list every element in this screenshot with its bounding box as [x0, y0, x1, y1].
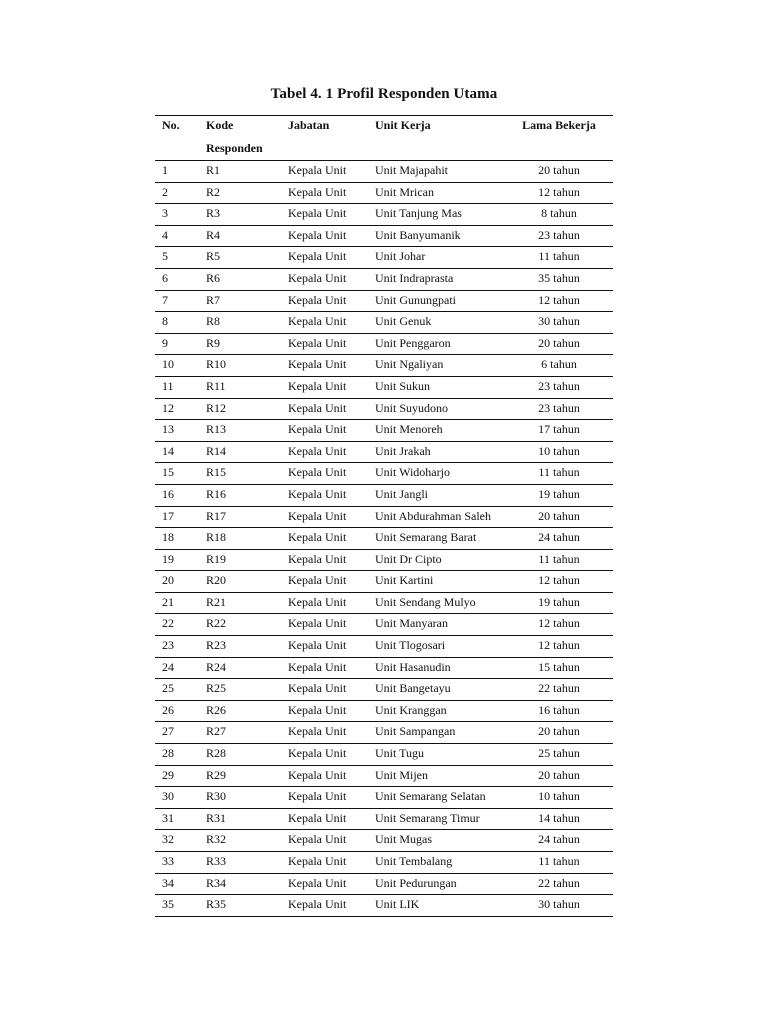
cell-lama-bekerja: 20 tahun: [538, 508, 580, 523]
cell-unit-kerja: Unit Penggaron: [375, 335, 451, 350]
header-no: No.: [155, 116, 206, 161]
cell-unit-kerja: Unit Menoreh: [375, 422, 443, 437]
table-row: [155, 528, 613, 550]
cell-kode: R22: [206, 616, 227, 631]
cell-no: 4: [162, 227, 168, 242]
cell-jabatan: Kepala Unit: [288, 616, 347, 631]
cell-lama-bekerja: 24 tahun: [538, 530, 580, 545]
cell-kode: R12: [206, 400, 227, 415]
table-row: [155, 636, 613, 658]
cell-jabatan: Kepala Unit: [288, 465, 347, 480]
cell-no: 16: [162, 486, 174, 501]
cell-kode: R14: [206, 443, 227, 458]
table-row: [155, 614, 613, 636]
cell-unit-kerja: Unit Majapahit: [375, 163, 448, 177]
cell-kode: R31: [206, 810, 227, 825]
table-row: [155, 506, 613, 528]
table-row: [155, 744, 613, 766]
cell-no: 31: [162, 810, 174, 825]
cell-unit-kerja: Unit Semarang Timur: [375, 810, 480, 825]
cell-jabatan: Kepala Unit: [288, 357, 347, 372]
cell-jabatan: Kepala Unit: [288, 443, 347, 458]
cell-kode: R5: [206, 249, 221, 264]
cell-kode: R34: [206, 875, 227, 890]
cell-unit-kerja: Unit Jangli: [375, 486, 428, 501]
cell-jabatan: Kepala Unit: [288, 400, 347, 415]
cell-lama-bekerja: 23 tahun: [538, 227, 580, 242]
cell-unit-kerja: Unit Tlogosari: [375, 638, 446, 653]
cell-lama-bekerja: 20 tahun: [538, 163, 580, 177]
cell-kode: R24: [206, 659, 227, 674]
cell-no: 12: [162, 400, 174, 415]
cell-no: 28: [162, 746, 174, 761]
cell-lama-bekerja: 12 tahun: [538, 573, 580, 588]
table-row: [155, 657, 613, 679]
cell-lama-bekerja: 17 tahun: [538, 422, 580, 437]
cell-jabatan: Kepala Unit: [288, 659, 347, 674]
cell-no: 27: [162, 724, 174, 739]
cell-jabatan: Kepala Unit: [288, 573, 347, 588]
cell-no: 26: [162, 702, 174, 717]
cell-no: 17: [162, 508, 174, 523]
cell-lama-bekerja: 23 tahun: [538, 400, 580, 415]
cell-jabatan: Kepala Unit: [288, 270, 347, 285]
cell-lama-bekerja: 24 tahun: [538, 832, 580, 847]
table-row: [155, 722, 613, 744]
table-row: [155, 571, 613, 593]
cell-jabatan: Kepala Unit: [288, 767, 347, 782]
cell-kode: R32: [206, 832, 227, 847]
cell-kode: R7: [206, 292, 221, 307]
cell-no: 30: [162, 789, 174, 804]
cell-jabatan: Kepala Unit: [288, 249, 347, 264]
cell-kode: R9: [206, 335, 221, 350]
cell-no: 15: [162, 465, 174, 480]
cell-unit-kerja: Unit Kranggan: [375, 702, 447, 717]
cell-lama-bekerja: 30 tahun: [538, 314, 580, 329]
cell-kode: R26: [206, 702, 227, 717]
header-kode: [206, 116, 288, 161]
cell-lama-bekerja: 8 tahun: [541, 206, 577, 221]
cell-lama-bekerja: 10 tahun: [538, 443, 580, 458]
cell-no: 2: [162, 184, 168, 199]
cell-jabatan: Kepala Unit: [288, 314, 347, 329]
cell-lama-bekerja: 11 tahun: [538, 465, 580, 480]
cell-kode: R21: [206, 594, 227, 609]
cell-unit-kerja: Unit Bangetayu: [375, 681, 451, 696]
cell-unit-kerja: Unit Genuk: [375, 314, 432, 329]
cell-unit-kerja: Unit Kartini: [375, 573, 434, 588]
cell-kode: R3: [206, 206, 221, 221]
cell-unit-kerja: Unit Semarang Barat: [375, 530, 477, 545]
cell-jabatan: Kepala Unit: [288, 422, 347, 437]
cell-no: 34: [162, 875, 174, 890]
cell-jabatan: Kepala Unit: [288, 724, 347, 739]
cell-kode: R28: [206, 746, 227, 761]
table-row: [155, 268, 613, 290]
table-row: [155, 398, 613, 420]
table-row: [155, 225, 613, 247]
table-row: [155, 333, 613, 355]
table-row: [155, 376, 613, 398]
table-row: [155, 420, 613, 442]
cell-kode: R19: [206, 551, 227, 566]
cell-lama-bekerja: 20 tahun: [538, 335, 580, 350]
cell-jabatan: Kepala Unit: [288, 875, 347, 890]
cell-kode: R1: [206, 163, 221, 177]
cell-lama-bekerja: 35 tahun: [538, 270, 580, 285]
cell-jabatan: Kepala Unit: [288, 594, 347, 609]
cell-lama-bekerja: 20 tahun: [538, 724, 580, 739]
table-row: [155, 204, 613, 226]
cell-unit-kerja: Unit Jrakah: [375, 443, 431, 458]
cell-no: 10: [162, 357, 174, 372]
cell-unit-kerja: Unit Sendang Mulyo: [375, 594, 476, 609]
table-row: [155, 895, 613, 917]
table-row: [155, 765, 613, 787]
cell-no: 19: [162, 551, 174, 566]
header-kode-line2: Responden: [206, 141, 263, 155]
table-row: [155, 852, 613, 874]
cell-no: 1: [162, 163, 168, 177]
table-row: [155, 484, 613, 506]
cell-kode: R23: [206, 638, 227, 653]
cell-no: 29: [162, 767, 174, 782]
cell-jabatan: Kepala Unit: [288, 897, 347, 912]
cell-kode: R10: [206, 357, 227, 372]
cell-lama-bekerja: 12 tahun: [538, 616, 580, 631]
table-row: [155, 830, 613, 852]
cell-no: 11: [162, 378, 174, 393]
table-row: [155, 808, 613, 830]
cell-kode: R11: [206, 378, 226, 393]
cell-no: 13: [162, 422, 174, 437]
cell-no: 8: [162, 314, 168, 329]
cell-unit-kerja: Unit Indraprasta: [375, 270, 454, 285]
table-row: [155, 679, 613, 701]
cell-lama-bekerja: 16 tahun: [538, 702, 580, 717]
table-row: [155, 441, 613, 463]
cell-lama-bekerja: 19 tahun: [538, 486, 580, 501]
cell-jabatan: Kepala Unit: [288, 378, 347, 393]
cell-unit-kerja: Unit Mrican: [375, 184, 434, 199]
cell-jabatan: Kepala Unit: [288, 681, 347, 696]
cell-kode: R15: [206, 465, 227, 480]
header-unit-kerja: Unit Kerja: [375, 116, 505, 161]
cell-no: 7: [162, 292, 168, 307]
cell-no: 24: [162, 659, 174, 674]
header-jabatan: Jabatan: [288, 116, 375, 161]
cell-no: 21: [162, 594, 174, 609]
table-row: [155, 700, 613, 722]
cell-kode: R33: [206, 854, 227, 868]
table-row: [155, 549, 613, 571]
cell-lama-bekerja: 6 tahun: [541, 357, 577, 372]
table-row: [155, 312, 613, 334]
table-row: [155, 463, 613, 485]
cell-no: 35: [162, 897, 174, 912]
respondent-profile-table: [155, 115, 613, 917]
cell-kode: R27: [206, 724, 227, 739]
cell-lama-bekerja: 10 tahun: [538, 789, 580, 804]
cell-no: 20: [162, 573, 174, 588]
cell-jabatan: Kepala Unit: [288, 638, 347, 653]
cell-unit-kerja: Unit Banyumanik: [375, 227, 461, 242]
cell-lama-bekerja: 12 tahun: [538, 184, 580, 199]
table-row: [155, 592, 613, 614]
table-row: [155, 355, 613, 377]
cell-unit-kerja: Unit Sampangan: [375, 724, 456, 739]
cell-unit-kerja: Unit Tembalang: [375, 854, 453, 868]
cell-kode: R13: [206, 422, 227, 437]
cell-lama-bekerja: 11 tahun: [538, 249, 580, 264]
cell-jabatan: Kepala Unit: [288, 184, 347, 199]
cell-kode: R8: [206, 314, 221, 329]
cell-no: 14: [162, 443, 174, 458]
table-body: [155, 161, 613, 917]
cell-jabatan: Kepala Unit: [288, 702, 347, 717]
cell-kode: R25: [206, 681, 227, 696]
cell-jabatan: Kepala Unit: [288, 335, 347, 350]
cell-no: 3: [162, 206, 168, 221]
cell-no: 32: [162, 832, 174, 847]
cell-lama-bekerja: 22 tahun: [538, 681, 580, 696]
cell-kode: R35: [206, 897, 227, 912]
cell-jabatan: Kepala Unit: [288, 486, 347, 501]
header-kode-line1: Kode: [206, 118, 234, 132]
cell-kode: R17: [206, 508, 227, 523]
cell-unit-kerja: Unit Manyaran: [375, 616, 448, 631]
cell-no: 18: [162, 530, 174, 545]
cell-jabatan: Kepala Unit: [288, 530, 347, 545]
cell-unit-kerja: Unit Semarang Selatan: [375, 789, 486, 804]
header-row: [155, 116, 613, 161]
cell-kode: R4: [206, 227, 221, 242]
table-title: Tabel 4. 1 Profil Responden Utama: [270, 86, 498, 102]
cell-unit-kerja: Unit Widoharjo: [375, 465, 450, 480]
cell-jabatan: Kepala Unit: [288, 551, 347, 566]
cell-jabatan: Kepala Unit: [288, 292, 347, 307]
cell-kode: R6: [206, 270, 221, 285]
cell-jabatan: Kepala Unit: [288, 206, 347, 221]
cell-lama-bekerja: 30 tahun: [538, 897, 580, 912]
cell-lama-bekerja: 19 tahun: [538, 594, 580, 609]
table-row: [155, 787, 613, 809]
cell-unit-kerja: Unit Ngaliyan: [375, 357, 444, 372]
table-header: [155, 116, 613, 161]
cell-lama-bekerja: 12 tahun: [538, 292, 580, 307]
cell-lama-bekerja: 25 tahun: [538, 746, 580, 761]
cell-unit-kerja: Unit Tugu: [375, 746, 425, 761]
cell-no: 33: [162, 854, 174, 868]
cell-kode: R30: [206, 789, 227, 804]
cell-unit-kerja: Unit Mijen: [375, 767, 428, 782]
cell-no: 25: [162, 681, 174, 696]
table-row: [155, 247, 613, 269]
cell-unit-kerja: Unit Hasanudin: [375, 659, 451, 674]
table-row: [155, 290, 613, 312]
cell-lama-bekerja: 14 tahun: [538, 810, 580, 825]
cell-lama-bekerja: 11 tahun: [538, 854, 580, 868]
cell-unit-kerja: Unit Abdurahman Saleh: [375, 508, 491, 523]
cell-lama-bekerja: 12 tahun: [538, 638, 580, 653]
cell-kode: R20: [206, 573, 227, 588]
cell-kode: R16: [206, 486, 227, 501]
header-lama-bekerja: Lama Bekerja: [505, 116, 613, 161]
cell-no: 5: [162, 249, 168, 264]
cell-kode: R2: [206, 184, 221, 199]
cell-jabatan: Kepala Unit: [288, 746, 347, 761]
cell-no: 23: [162, 638, 174, 653]
cell-unit-kerja: Unit Suyudono: [375, 400, 449, 415]
cell-unit-kerja: Unit Johar: [375, 249, 426, 264]
cell-jabatan: Kepala Unit: [288, 789, 347, 804]
cell-jabatan: Kepala Unit: [288, 810, 347, 825]
cell-no: 22: [162, 616, 174, 631]
cell-lama-bekerja: 20 tahun: [538, 767, 580, 782]
cell-unit-kerja: Unit Gunungpati: [375, 292, 456, 307]
cell-kode: R18: [206, 530, 227, 545]
cell-jabatan: Kepala Unit: [288, 854, 347, 868]
cell-lama-bekerja: 23 tahun: [538, 378, 580, 393]
cell-jabatan: Kepala Unit: [288, 832, 347, 847]
cell-lama-bekerja: 11 tahun: [538, 551, 580, 566]
cell-unit-kerja: Unit Sukun: [375, 378, 431, 393]
cell-unit-kerja: Unit Pedurungan: [375, 875, 457, 890]
cell-lama-bekerja: 15 tahun: [538, 659, 580, 674]
cell-jabatan: Kepala Unit: [288, 227, 347, 242]
cell-no: 9: [162, 335, 168, 350]
cell-kode: R29: [206, 767, 227, 782]
cell-lama-bekerja: 22 tahun: [538, 875, 580, 890]
table-row: [155, 873, 613, 895]
cell-jabatan: Kepala Unit: [288, 163, 347, 177]
cell-unit-kerja: Unit LIK: [375, 897, 420, 912]
cell-unit-kerja: Unit Mugas: [375, 832, 432, 847]
cell-unit-kerja: Unit Tanjung Mas: [375, 206, 462, 221]
cell-no: 6: [162, 270, 168, 285]
table-row: [155, 161, 613, 183]
table-row: [155, 182, 613, 204]
cell-jabatan: Kepala Unit: [288, 508, 347, 523]
cell-unit-kerja: Unit Dr Cipto: [375, 551, 442, 566]
